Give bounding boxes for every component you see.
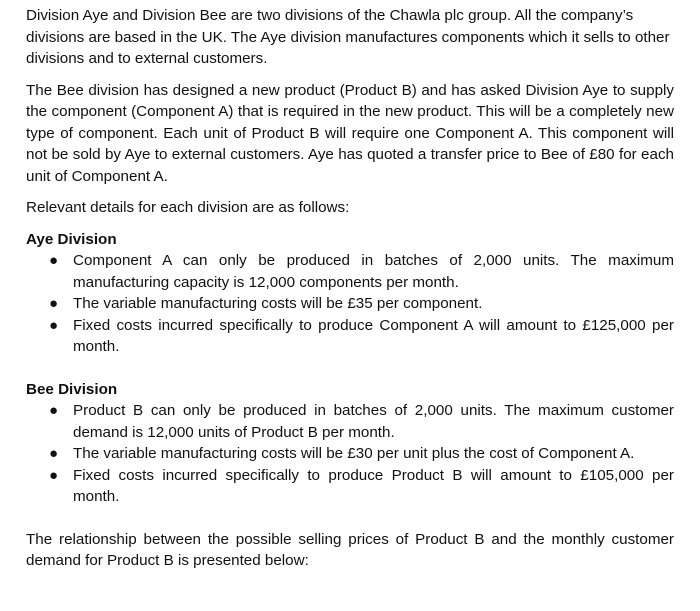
aye-division-list — [26, 250, 674, 358]
list-item — [26, 400, 674, 443]
bee-division-list — [26, 400, 674, 508]
list-item-text: Product B can only be produced in batches of 2,000 units. The maximum customer demand is 12,000 units of Product B per month. — [73, 402, 674, 441]
list-item-text: The variable manufacturing costs will be £30 per unit plus the cost of Component A. — [73, 445, 635, 462]
list-item — [26, 250, 674, 293]
closing-paragraph: The relationship between the possible selling prices of Product B and the monthly customer demand for Product B is presented below: — [26, 530, 674, 569]
list-item — [26, 293, 674, 315]
list-item-text: Fixed costs incurred specifically to produce Component A will amount to £125,000 per month. — [73, 316, 674, 355]
intro-paragraph: Division Aye and Division Bee are two divisions of the Chawla plc group. All the company’s divisions are based in the UK. The Aye division manufactures components which it sells to other divisions and to external customers. — [26, 7, 670, 67]
bullet-icon: ● — [49, 466, 59, 484]
list-item-text: Component A can only be produced in batches of 2,000 units. The maximum manufacturing capacity is 12,000 components per month. — [73, 252, 674, 291]
list-item — [26, 315, 674, 358]
bullet-icon: ● — [49, 252, 59, 269]
list-item — [26, 465, 674, 508]
list-item-text: The variable manufacturing costs will be £35 per component. — [73, 295, 483, 312]
list-item-text: Fixed costs incurred specifically to produce Product B will amount to £105,000 per month. — [73, 466, 674, 505]
bullet-icon: ● — [49, 402, 59, 419]
details-paragraph: Relevant details for each division are as follows: — [26, 199, 350, 216]
bee-division-heading: Bee Division — [26, 380, 118, 398]
section-spacer — [26, 519, 674, 529]
bullet-icon: ● — [49, 295, 59, 312]
bullet-icon: ● — [49, 316, 59, 334]
section-spacer — [26, 369, 674, 379]
bullet-icon: ● — [49, 445, 59, 462]
product-paragraph: The Bee division has designed a new product (Product B) and has asked Division Aye to supply the component (Component A) that is required in the new product. This will be a completely new type of component. Each unit of Product B will require one Component A. This component will not be sold by Aye to external customers. Aye has quoted a transfer price to Bee of £80 for each unit of Component A. — [26, 81, 674, 185]
list-item — [26, 443, 674, 465]
aye-division-heading: Aye Division — [26, 230, 117, 248]
